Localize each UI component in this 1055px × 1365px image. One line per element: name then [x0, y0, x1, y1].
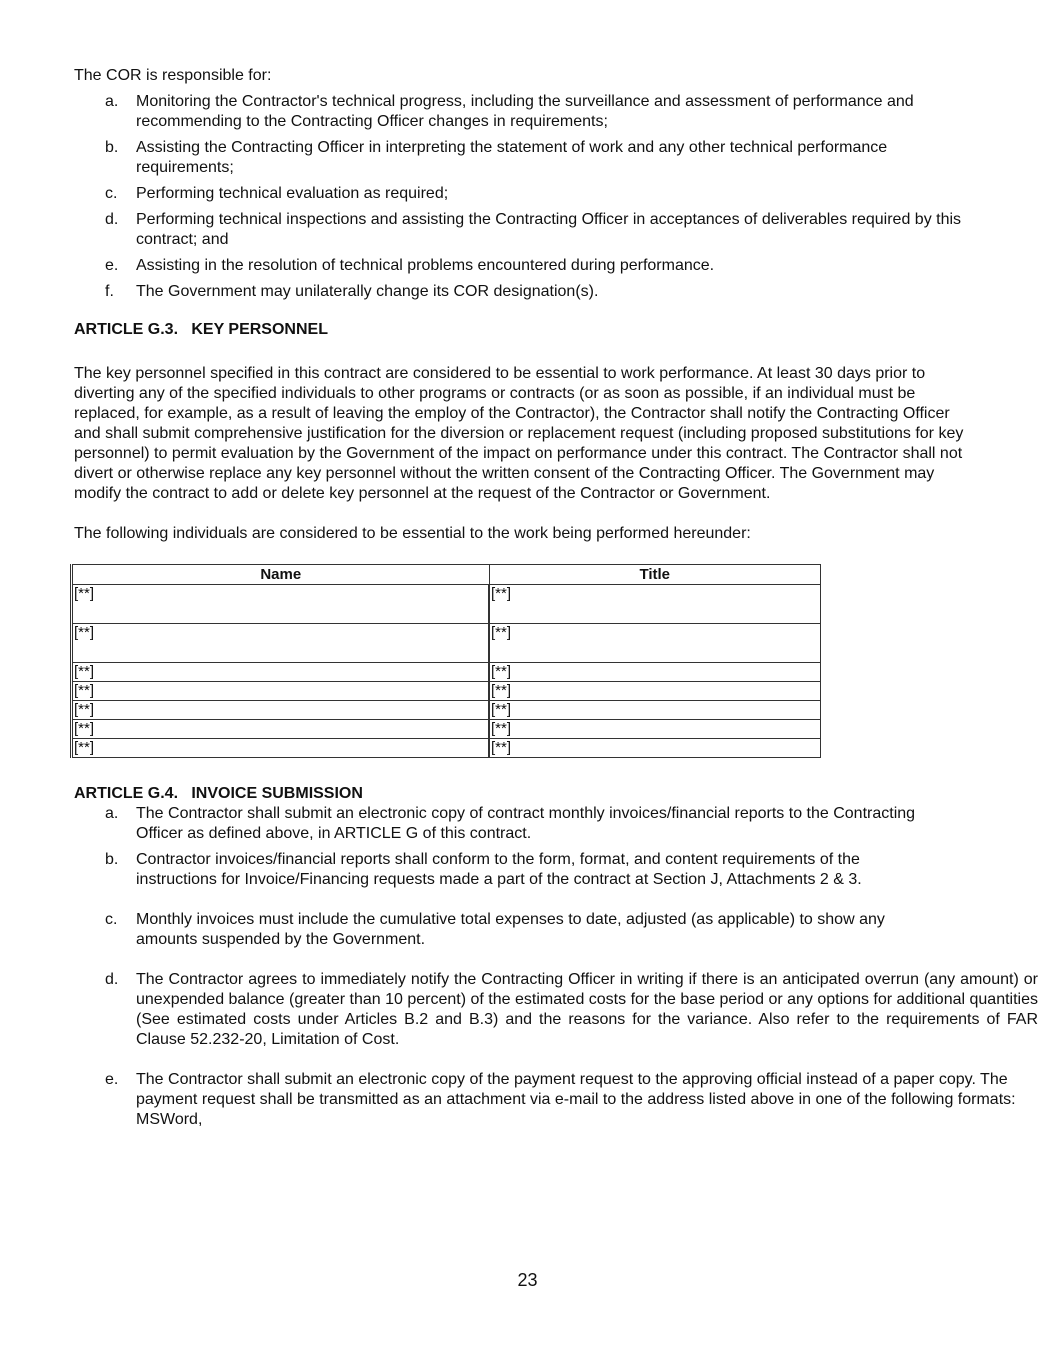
list-item: [74, 804, 946, 844]
name-cell: [**]: [72, 739, 490, 758]
list-item-text: Assisting in the resolution of technical problems encountered during performance.: [136, 257, 715, 274]
cor-intro: The COR is responsible for:: [74, 67, 272, 84]
list-item-text: The Contractor shall submit an electronic copy of contract monthly invoices/financial reports to the Contracting Officer as defined above, in ARTICLE G of this contract.: [136, 805, 916, 842]
list-item: [74, 910, 926, 950]
name-cell: [**]: [72, 663, 490, 682]
list-item: [74, 210, 976, 250]
column-header-title: Title: [489, 565, 821, 585]
table-row: [72, 739, 821, 758]
list-item: [74, 1070, 1036, 1130]
list-item-text: Assisting the Contracting Officer in interpreting the statement of work and any other technical performance requirements;: [136, 139, 888, 176]
key-personnel-table: [70, 564, 821, 758]
title-cell: [**]: [489, 739, 821, 758]
list-marker: c.: [105, 911, 118, 928]
table-row: [72, 585, 821, 624]
title-cell: [**]: [489, 701, 821, 720]
title-cell: [**]: [489, 720, 821, 739]
title-cell: [**]: [489, 624, 821, 663]
list-item: [74, 92, 936, 132]
list-item: [74, 850, 926, 890]
title-cell: [**]: [489, 682, 821, 701]
title-cell: [**]: [489, 663, 821, 682]
list-item: [74, 184, 979, 204]
name-cell: [**]: [72, 624, 490, 663]
list-marker: d.: [105, 211, 119, 228]
name-cell: [**]: [72, 682, 490, 701]
article-g4-heading: ARTICLE G.4. INVOICE SUBMISSION: [74, 785, 363, 802]
list-item: [74, 256, 979, 276]
list-marker: a.: [105, 805, 119, 822]
table-row: [72, 663, 821, 682]
list-marker: f.: [105, 283, 114, 300]
list-marker: d.: [105, 971, 119, 988]
name-cell: [**]: [72, 701, 490, 720]
key-personnel-intro: The following individuals are considered to be essential to the work being performed hereunder:: [74, 525, 751, 542]
invoice-submission-list: [74, 804, 1038, 1130]
list-marker: c.: [105, 185, 118, 202]
document-page: [74, 66, 1038, 1130]
list-item: [74, 282, 979, 302]
list-item-text: The Government may unilaterally change its COR designation(s).: [136, 283, 599, 300]
list-marker: b.: [105, 139, 119, 156]
article-g3-heading: ARTICLE G.3. KEY PERSONNEL: [74, 321, 328, 338]
list-item-text: Performing technical inspections and assisting the Contracting Officer in acceptances of deliverables required by this contract; and: [136, 211, 962, 248]
list-item-text: The Contractor agrees to immediately notify the Contracting Officer in writing if there is an anticipated overrun (any amount) or unexpended balance (greater than 10 percent) of the estimated costs for the base period or any options for additional quantities (See estimated costs under Articles B.2 and B.3) and the reasons for the variance. Also refer to the requirements of FAR Clause 52.232-20, Limitation of Cost.: [136, 971, 1038, 1048]
article-g3-paragraph: The key personnel specified in this contract are considered to be essential to work performance. At least 30 days prior to diverting any of the specified individuals to other programs or contracts (or as soon as possible, if an individual must be replaced, for example, as a result of leaving the employ of the Contractor), the Contractor shall notify the Contracting Officer and shall submit comprehensive justification for the diversion or replacement request (including proposed substitutions for key personnel) to permit evaluation by the Government of the impact on performance under this contract. The Contractor shall not divert or otherwise replace any key personnel without the written consent of the Contracting Officer. The Government may modify the contract to add or delete key personnel at the request of the Contractor or Government.: [74, 365, 964, 502]
list-item-text: Monitoring the Contractor's technical progress, including the surveillance and assessment of performance and recommending to the Contracting Officer changes in requirements;: [136, 93, 914, 130]
list-item: [74, 970, 1038, 1050]
name-cell: [**]: [72, 585, 490, 624]
table-header-row: [72, 565, 821, 585]
cor-responsibilities-list: [74, 92, 979, 302]
list-marker: b.: [105, 851, 119, 868]
list-marker: e.: [105, 1071, 119, 1088]
page-number: 23: [517, 1270, 538, 1290]
table-row: [72, 624, 821, 663]
name-cell: [**]: [72, 720, 490, 739]
list-item-text: The Contractor shall submit an electronic copy of the payment request to the approving official instead of a paper copy. The payment request shall be transmitted as an attachment via e-mail to the address listed above in one of the following formats: MSWord,: [136, 1071, 1016, 1128]
list-item: [74, 138, 916, 178]
table-row: [72, 720, 821, 739]
list-marker: a.: [105, 93, 119, 110]
title-cell: [**]: [489, 585, 821, 624]
table-row: [72, 682, 821, 701]
list-item-text: Monthly invoices must include the cumulative total expenses to date, adjusted (as applicable) to show any amounts suspended by the Government.: [136, 911, 885, 948]
list-item-text: Contractor invoices/financial reports shall conform to the form, format, and content requirements of the instructions for Invoice/Financing requests made a part of the contract at Section J, Attachments 2 & 3.: [136, 851, 862, 888]
table-row: [72, 701, 821, 720]
list-marker: e.: [105, 257, 119, 274]
list-item-text: Performing technical evaluation as required;: [136, 185, 449, 202]
column-header-name: Name: [72, 565, 490, 585]
